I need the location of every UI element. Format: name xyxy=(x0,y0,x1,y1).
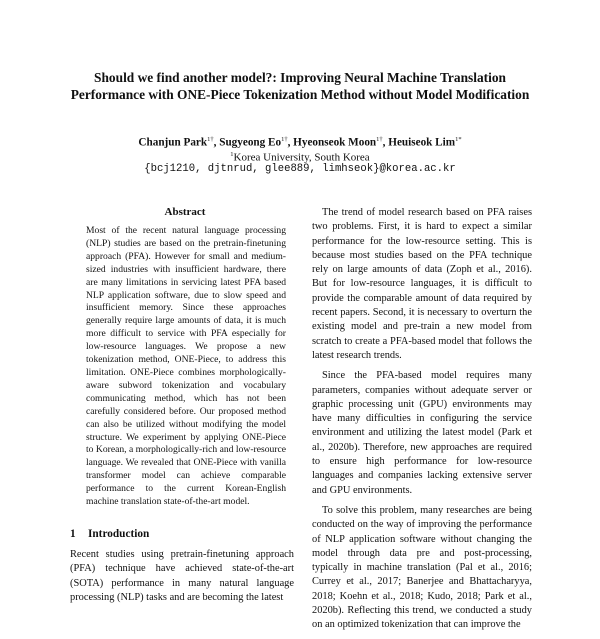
body-paragraph: Since the PFA-based model requires many parameters, companies without adequate server or graphic processing unit (GPU) environments may have many difficulties in configuring the service environment and utilizing the latest model (Park et al., 2020b). Therefore, new approaches are required to ensure high performance for low-resource languages and companies lacking extensive server and GPU environments. xyxy=(312,370,532,496)
introduction-paragraph: Recent studies using pretrain-finetuning approach (PFA) technique have achieved state-of-the-art (SOTA) performance in many natural language processing (NLP) tasks and are becoming the latest xyxy=(70,549,294,603)
affiliation-text: Korea University, South Korea xyxy=(233,151,370,164)
section-heading-introduction xyxy=(70,527,300,541)
author-name: Chanjun Park xyxy=(138,136,208,149)
abstract-heading: Abstract xyxy=(164,206,206,218)
author-name: Sugyeong Eo xyxy=(219,136,282,149)
introduction-body xyxy=(70,548,294,605)
author-mark: 1* xyxy=(455,136,462,143)
author-name: Hyeonseok Moon xyxy=(293,136,377,149)
author-name: Heuiseok Lim xyxy=(388,136,456,149)
body-paragraph: The trend of model research based on PFA raises two problems. First, it is hard to expect a similar performance for the low-resource setting. This is because most studies based on the PFA technique rely on large amounts of data (Zoph et al., 2016). But for low-resource languages, it is difficult to provide the comparable amount of data required by recent papers. Second, it is necessary to overturn the existing model and pre-train a new model from scratch to create a PFA-based model that follows the latest research trends. xyxy=(312,207,532,361)
abstract-body xyxy=(86,225,286,509)
author-list: Chanjun Park$^{1\dagger}$, Sugyeong $Eo^{1\dagger}$, Hyeonseok Moon$^{1\dagger}$, Heuiseok Lim$^{1*}$ xyxy=(138,136,462,149)
body-paragraph: To solve this problem, many researches are being conducted on the way of improving the performance of NLP application software without changing the model through data pre and post-processing, typically in machine translation (Pal et al., 2016; Currey et al., 2017; Banerjee and Bhattacharyya, 2018; Koehn et al., 2018; Kudo, 2018; Park et al., 2020b). Reflecting this trend, we conducted a study on an optimized tokenization that can improve the xyxy=(312,504,532,631)
author-mark: 1† xyxy=(281,136,288,143)
right-column-body xyxy=(312,206,532,639)
author-mark: 1† xyxy=(207,136,214,143)
abstract-text: Most of the recent natural language processing (NLP) studies are based on the pretrain-finetuning approach (PFA). However for small and medium-sized industries with insufficient hardware, there are many limitations in servicing latest PFA based NLP application software, due to slow speed and insufficient memory. Since these approaches generally require large amounts of data, it is much more difficult to service with PFA especially for low-resource languages. We propose a new tokenization method, ONE-Piece, to address this limitation. ONE-Piece combines morphologically-aware subword tokenization and vocabulary communicating method, which has not been carefully considered before. Our proposed method can also be utilized without modifying the model structure. We experiment by applying ONE-Piece to Korean, a morphologically-rich and low-resource language. We revealed that ONE-Piece with vanilla transformer model can achieve comparable performance to the current Korean-English machine translation state-of-the-art model. xyxy=(86,225,286,508)
affiliation-mark: 1 xyxy=(230,151,234,158)
author-mark: 1† xyxy=(376,136,383,143)
section-number: 1 xyxy=(70,528,76,540)
paper-title: Should we find another model?: Improving Neural Machine Translation Performance with ONE-Piece Tokenization Method without Model Modification xyxy=(70,70,530,102)
section-title: Introduction xyxy=(88,528,150,540)
author-emails: {bcj1210, djtnrud, glee889, limhseok}@korea.ac.kr xyxy=(144,163,456,175)
